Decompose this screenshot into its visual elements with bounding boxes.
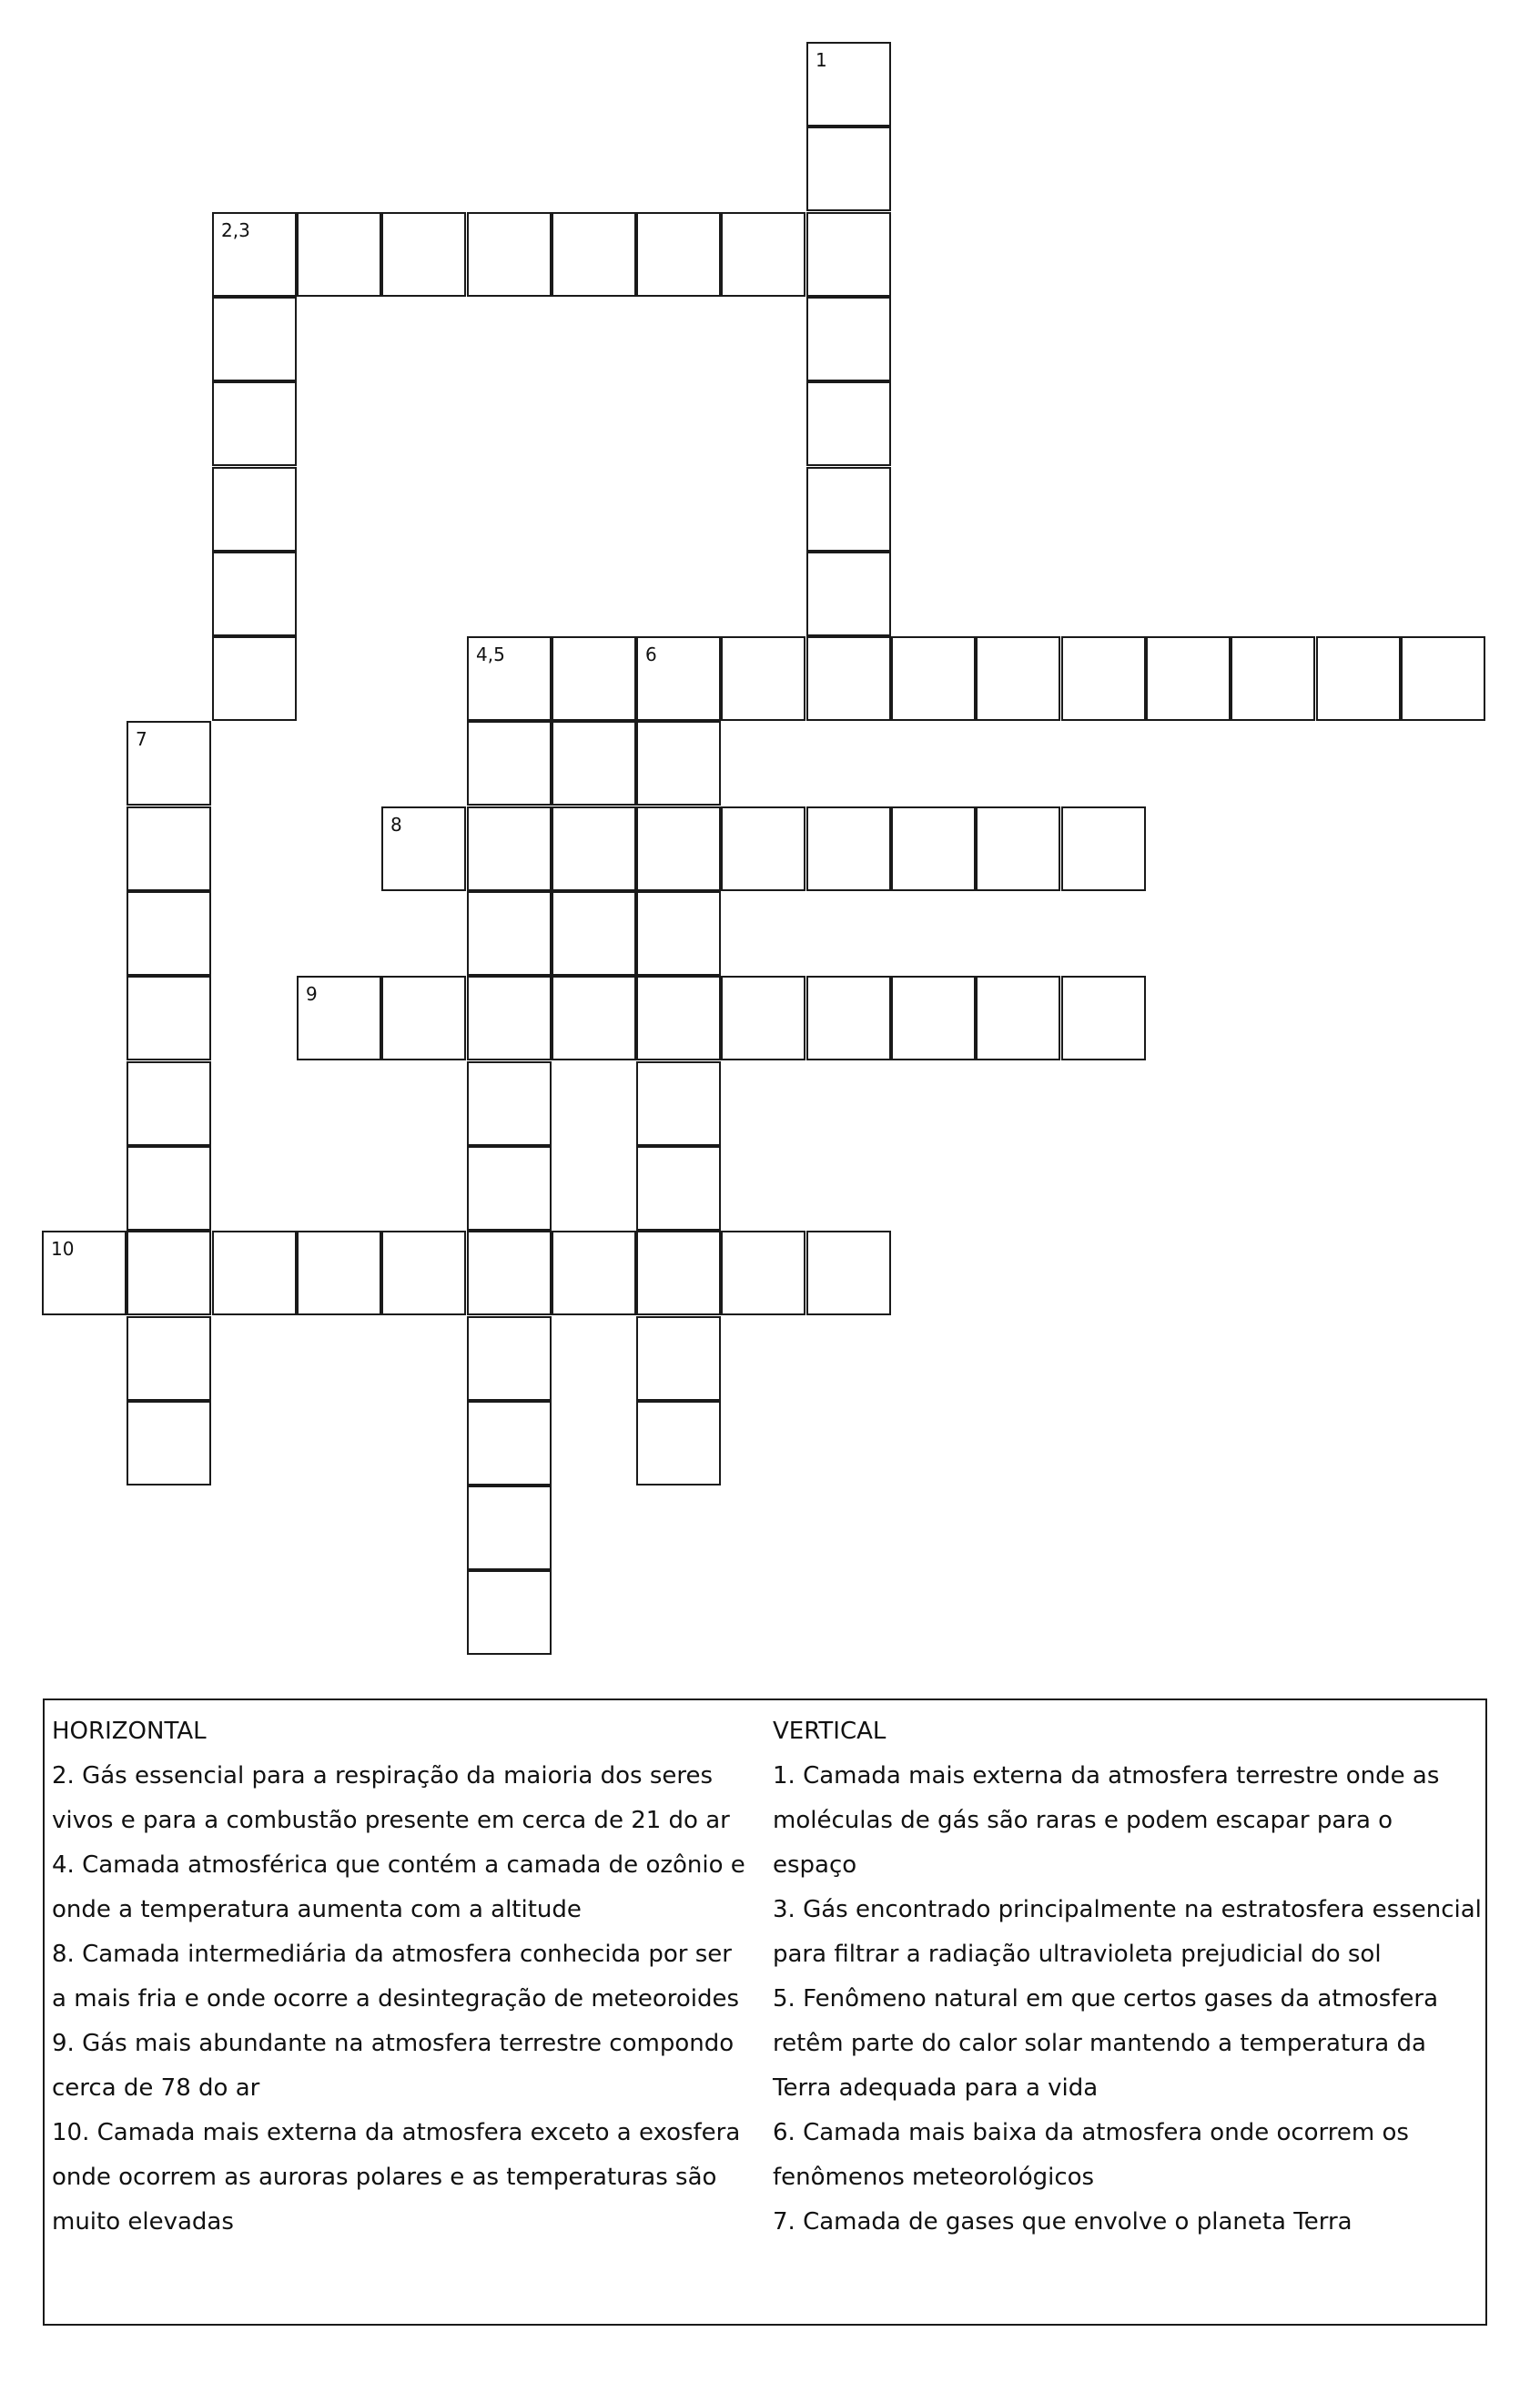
grid-cell[interactable] (806, 806, 891, 891)
grid-cell[interactable] (381, 976, 466, 1060)
grid-cell[interactable] (467, 1401, 552, 1485)
grid-cell[interactable] (467, 976, 552, 1060)
grid-cell[interactable] (297, 976, 381, 1060)
grid-cell[interactable] (127, 1146, 211, 1231)
grid-cell[interactable] (127, 1231, 211, 1315)
grid-cell[interactable] (127, 806, 211, 891)
grid-cell[interactable] (1316, 636, 1401, 721)
clue-number: 8 (390, 814, 402, 836)
clue-v3: 3. Gás encontrado principalmente na estratosfera essencial para filtrar a radiação ultravioleta prejudicial do sol (773, 1896, 1482, 1968)
clue-v5: 5. Fenômeno natural em que certos gases da atmosfera retêm parte do calor solar mantendo a temperatura da Terra adequada para a vida (773, 1985, 1439, 2102)
grid-cell[interactable] (127, 1401, 211, 1485)
grid-cell[interactable] (636, 1146, 721, 1231)
grid-cell[interactable] (806, 976, 891, 1060)
clue-number: 10 (51, 1238, 75, 1260)
vertical-title: VERTICAL (773, 1718, 887, 1745)
grid-cell[interactable] (1061, 976, 1146, 1060)
grid-cell[interactable] (976, 976, 1060, 1060)
grid-cell[interactable] (1231, 636, 1315, 721)
grid-cell[interactable] (636, 891, 721, 976)
grid-cell[interactable] (467, 1146, 552, 1231)
grid-cell[interactable] (212, 636, 297, 721)
clue-number: 2,3 (221, 219, 250, 241)
grid-cell[interactable] (636, 721, 721, 806)
grid-cell[interactable] (467, 1231, 552, 1315)
grid-cell[interactable] (891, 636, 976, 721)
grid-cell[interactable] (806, 467, 891, 552)
grid-cell[interactable] (552, 806, 636, 891)
grid-cell[interactable] (806, 1231, 891, 1315)
grid-cell[interactable] (1146, 636, 1231, 721)
horizontal-clues (52, 1709, 753, 2245)
grid-cell[interactable] (127, 721, 211, 806)
clue-v1: 1. Camada mais externa da atmosfera terrestre onde as moléculas de gás são raras e podem escapar para o espaço (773, 1762, 1440, 1879)
grid-cell[interactable] (212, 381, 297, 466)
grid-cell[interactable] (721, 636, 805, 721)
grid-cell[interactable] (381, 212, 466, 297)
grid-cell[interactable] (467, 721, 552, 806)
grid-cell[interactable] (212, 552, 297, 636)
grid-cell[interactable] (1061, 636, 1146, 721)
grid-cell[interactable] (552, 1231, 636, 1315)
grid-cell[interactable] (891, 976, 976, 1060)
grid-cell[interactable] (636, 1231, 721, 1315)
grid-cell[interactable] (127, 976, 211, 1060)
clue-h9: 9. Gás mais abundante na atmosfera terrestre compondo cerca de 78 do ar (52, 2030, 735, 2102)
grid-cell[interactable] (806, 381, 891, 466)
grid-cell[interactable] (1401, 636, 1485, 721)
grid-cell[interactable] (552, 721, 636, 806)
grid-cell[interactable] (212, 467, 297, 552)
clue-number: 6 (645, 644, 657, 665)
grid-cell[interactable] (467, 806, 552, 891)
grid-cell[interactable] (721, 1231, 805, 1315)
grid-cell[interactable] (806, 636, 891, 721)
clue-number: 9 (306, 983, 318, 1005)
grid-cell[interactable] (212, 212, 297, 297)
clue-h4: 4. Camada atmosférica que contém a camada de ozônio e onde a temperatura aumenta com a altitude (52, 1851, 745, 1923)
grid-cell[interactable] (552, 636, 636, 721)
grid-cell[interactable] (806, 127, 891, 211)
grid-cell[interactable] (721, 976, 805, 1060)
clue-h2: 2. Gás essencial para a respiração da maioria dos seres vivos e para a combustão presente em cerca de 21 do ar (52, 1762, 730, 1834)
grid-cell[interactable] (806, 552, 891, 636)
grid-cell[interactable] (297, 212, 381, 297)
clue-h8: 8. Camada intermediária da atmosfera conhecida por ser a mais fria e onde ocorre a desintegração de meteoroides (52, 1941, 740, 2013)
grid-cell[interactable] (976, 806, 1060, 891)
grid-cell[interactable] (636, 212, 721, 297)
grid-cell[interactable] (721, 212, 805, 297)
grid-cell[interactable] (381, 806, 466, 891)
grid-cell[interactable] (636, 1316, 721, 1401)
grid-cell[interactable] (467, 636, 552, 721)
clue-number: 4,5 (476, 644, 505, 665)
grid-cell[interactable] (212, 297, 297, 381)
grid-cell[interactable] (1061, 806, 1146, 891)
grid-cell[interactable] (636, 636, 721, 721)
grid-cell[interactable] (467, 1485, 552, 1570)
horizontal-title: HORIZONTAL (52, 1718, 207, 1745)
grid-cell[interactable] (467, 212, 552, 297)
grid-cell[interactable] (212, 1231, 297, 1315)
grid-cell[interactable] (636, 1401, 721, 1485)
clue-number: 1 (816, 49, 827, 71)
grid-cell[interactable] (636, 976, 721, 1060)
grid-cell[interactable] (806, 42, 891, 127)
clue-v6: 6. Camada mais baixa da atmosfera onde ocorrem os fenômenos meteorológicos (773, 2119, 1409, 2191)
grid-cell[interactable] (467, 1570, 552, 1655)
clue-v7: 7. Camada de gases que envolve o planeta Terra (773, 2208, 1353, 2236)
grid-cell[interactable] (467, 891, 552, 976)
clue-h10: 10. Camada mais externa da atmosfera exceto a exosfera onde ocorrem as auroras polares e as temperaturas são muito elevadas (52, 2119, 741, 2236)
grid-cell[interactable] (552, 212, 636, 297)
grid-cell[interactable] (127, 1316, 211, 1401)
grid-cell[interactable] (976, 636, 1060, 721)
grid-cell[interactable] (42, 1231, 127, 1315)
vertical-clues (773, 1709, 1483, 2245)
clues-box (43, 1698, 1487, 2326)
grid-cell[interactable] (552, 891, 636, 976)
grid-cell[interactable] (127, 1061, 211, 1146)
grid-cell[interactable] (467, 1316, 552, 1401)
grid-cell[interactable] (381, 1231, 466, 1315)
grid-cell[interactable] (891, 806, 976, 891)
grid-cell[interactable] (552, 976, 636, 1060)
grid-cell[interactable] (636, 806, 721, 891)
grid-cell[interactable] (806, 212, 891, 297)
clue-number: 7 (136, 728, 147, 750)
grid-cell[interactable] (636, 1061, 721, 1146)
grid-cell[interactable] (297, 1231, 381, 1315)
grid-cell[interactable] (127, 891, 211, 976)
grid-cell[interactable] (721, 806, 805, 891)
grid-cell[interactable] (467, 1061, 552, 1146)
grid-cell[interactable] (806, 297, 891, 381)
